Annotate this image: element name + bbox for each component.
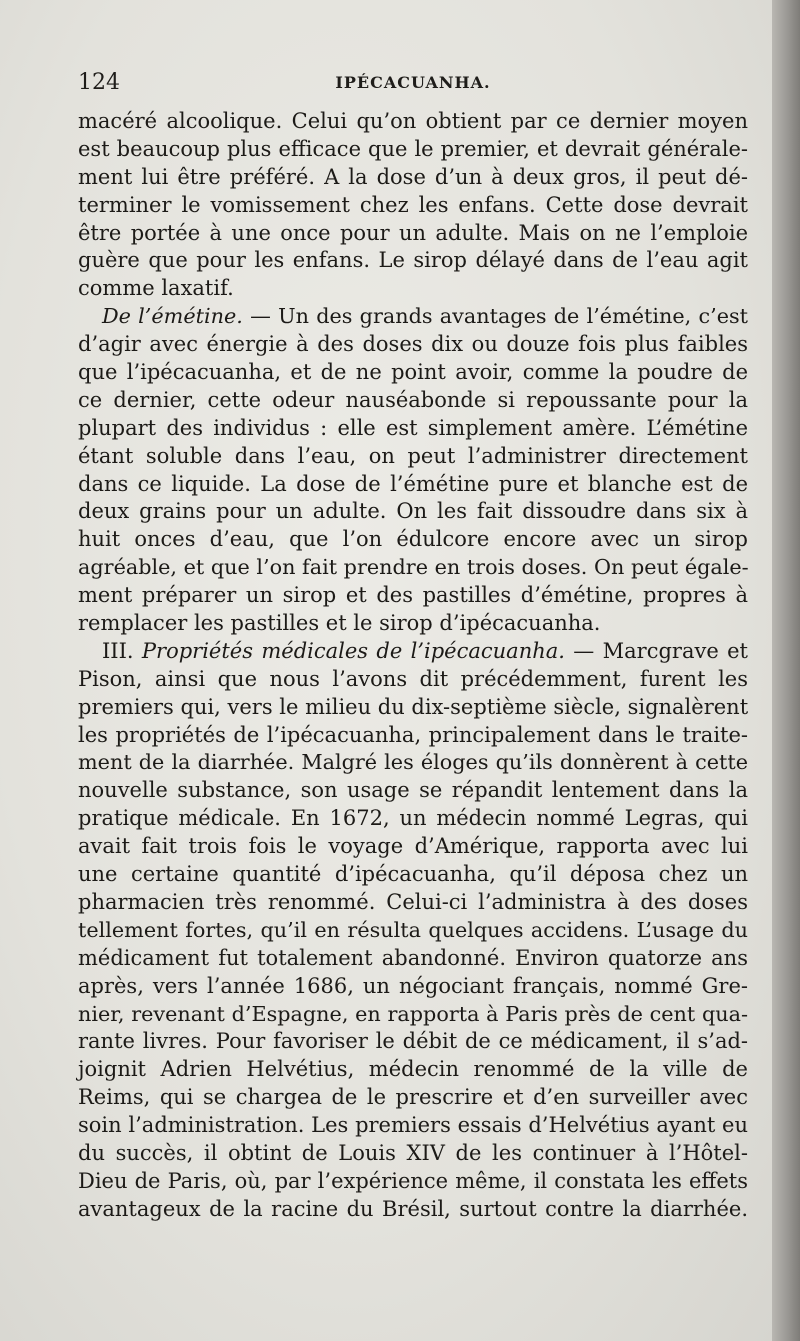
text-line	[78, 526, 748, 554]
text-segment: terminer le vomissement chez les enfans. Cette dose devrait	[78, 192, 748, 217]
text-line	[78, 443, 748, 471]
text-line	[78, 917, 748, 945]
text-line	[78, 749, 748, 777]
text-segment: après, vers l’année 1686, un négociant français, nommé Gre-	[78, 973, 748, 998]
text-segment: du succès, il obtint de Louis XIV de les continuer à l’Hôtel-	[78, 1140, 748, 1165]
text-segment: les propriétés de l’ipécacuanha, principalement dans le traite-	[78, 722, 748, 747]
text-line	[78, 275, 748, 303]
text-line	[78, 1028, 748, 1056]
text-segment: — Un des grands avantages de l’émétine, c’est	[242, 304, 748, 329]
text-line	[78, 889, 748, 917]
text-line	[78, 722, 748, 750]
text-segment: être portée à une once pour un adulte. Mais on ne l’emploie	[78, 220, 748, 245]
text-segment: agréable, et que l’on fait prendre en trois doses. On peut égale-	[78, 555, 749, 580]
body-text	[78, 108, 748, 1224]
text-line	[78, 805, 748, 833]
text-line	[78, 331, 748, 359]
text-segment: pharmacien très renommé. Celui-ci l’administra à des doses	[78, 889, 748, 914]
text-segment: ment de la diarrhée. Malgré les éloges qu’ils donnèrent à cette	[78, 750, 748, 775]
text-line	[78, 973, 748, 1001]
text-line	[78, 833, 748, 861]
text-line	[78, 777, 748, 805]
text-line	[78, 694, 748, 722]
text-line	[78, 415, 748, 443]
text-segment: macéré alcoolique. Celui qu’on obtient par ce dernier moyen	[78, 109, 748, 133]
italic-heading: Propriétés médicales de l’ipécacuanha.	[141, 638, 565, 663]
text-segment: étant soluble dans l’eau, on peut l’administrer directement	[78, 443, 748, 468]
text-segment: tellement fortes, qu’il en résulta quelques accidens. L’usage du	[78, 917, 748, 942]
text-line	[78, 498, 748, 526]
text-segment: rante livres. Pour favoriser le débit de ce médicament, il s’ad-	[78, 1029, 748, 1054]
text-line	[78, 1168, 748, 1196]
text-segment: huit onces d’eau, que l’on édulcore encore avec un sirop	[78, 527, 748, 552]
text-segment: soin l’administration. Les premiers essais d’Helvétius ayant eu	[78, 1113, 748, 1138]
text-segment: plupart des individus : elle est simplement amère. L’émétine	[78, 415, 748, 440]
text-segment: dans ce liquide. La dose de l’émétine pure et blanche est de	[78, 471, 748, 496]
text-line	[78, 471, 748, 499]
text-segment: deux grains pour un adulte. On les fait dissoudre dans six à	[78, 499, 748, 524]
text-line	[78, 1084, 748, 1112]
text-segment: joignit Adrien Helvétius, médecin renommé de la ville de	[78, 1057, 748, 1082]
text-line	[78, 945, 748, 973]
text-segment: ment préparer un sirop et des pastilles d’émétine, propres à	[78, 583, 748, 608]
text-line	[78, 1056, 748, 1084]
text-line	[78, 164, 748, 192]
text-segment: — Marcgrave et	[564, 638, 748, 663]
text-line	[78, 247, 748, 275]
italic-heading: De l’émétine.	[102, 304, 243, 329]
text-segment: comme laxatif.	[78, 276, 234, 301]
text-segment: avait fait trois fois le voyage d’Amérique, rapporta avec lui	[78, 834, 748, 859]
text-line	[78, 666, 748, 694]
text-segment: guère que pour les enfans. Le sirop délayé dans de l’eau agit	[78, 248, 748, 273]
text-line	[78, 136, 748, 164]
page-header	[78, 70, 748, 106]
text-segment: d’agir avec énergie à des doses dix ou douze fois plus faibles	[78, 332, 748, 357]
page-number: 124	[78, 70, 120, 95]
text-line	[78, 638, 748, 666]
text-segment: Dieu de Paris, où, par l’expérience même, il constata les effets	[78, 1168, 748, 1193]
text-line	[78, 192, 748, 220]
text-line	[78, 220, 748, 248]
text-line	[78, 303, 748, 331]
text-line	[78, 554, 748, 582]
text-line	[78, 108, 748, 136]
text-segment: avantageux de la racine du Brésil, surtout contre la diarrhée.	[78, 1196, 748, 1221]
text-segment: ce dernier, cette odeur nauséabonde si repoussante pour la	[78, 387, 748, 412]
text-segment: est beaucoup plus efficace que le premier, et devrait générale-	[78, 136, 748, 161]
text-segment: III.	[102, 638, 142, 663]
text-line	[78, 1196, 748, 1224]
text-line	[78, 610, 748, 638]
text-segment: nier, revenant d’Espagne, en rapporta à Paris près de cent qua-	[78, 1001, 748, 1026]
text-segment: pratique médicale. En 1672, un médecin nommé Legras, qui	[78, 806, 748, 831]
text-line	[78, 387, 748, 415]
text-segment: nouvelle substance, son usage se répandit lentement dans la	[78, 778, 748, 803]
text-segment: médicament fut totalement abandonné. Environ quatorze ans	[78, 945, 748, 970]
text-segment: Reims, qui se chargea de le prescrire et d’en surveiller avec	[78, 1085, 748, 1110]
page-edge	[772, 0, 800, 1341]
text-segment: premiers qui, vers le milieu du dix-septième siècle, signalèrent	[78, 694, 749, 719]
text-line	[78, 582, 748, 610]
text-line	[78, 1112, 748, 1140]
text-segment: Pison, ainsi que nous l’avons dit précédemment, furent les	[78, 666, 748, 691]
text-segment: ment lui être préféré. A la dose d’un à deux gros, il peut dé-	[78, 164, 748, 189]
text-segment: que l’ipécacuanha, et de ne point avoir, comme la poudre de	[78, 360, 748, 385]
running-title: IPÉCACUANHA.	[335, 73, 491, 92]
text-line	[78, 1140, 748, 1168]
text-segment: remplacer les pastilles et le sirop d’ipécacuanha.	[78, 611, 601, 636]
text-line	[78, 861, 748, 889]
text-line	[78, 359, 748, 387]
text-segment: une certaine quantité d’ipécacuanha, qu’il déposa chez un	[78, 862, 748, 887]
text-line	[78, 1001, 748, 1029]
